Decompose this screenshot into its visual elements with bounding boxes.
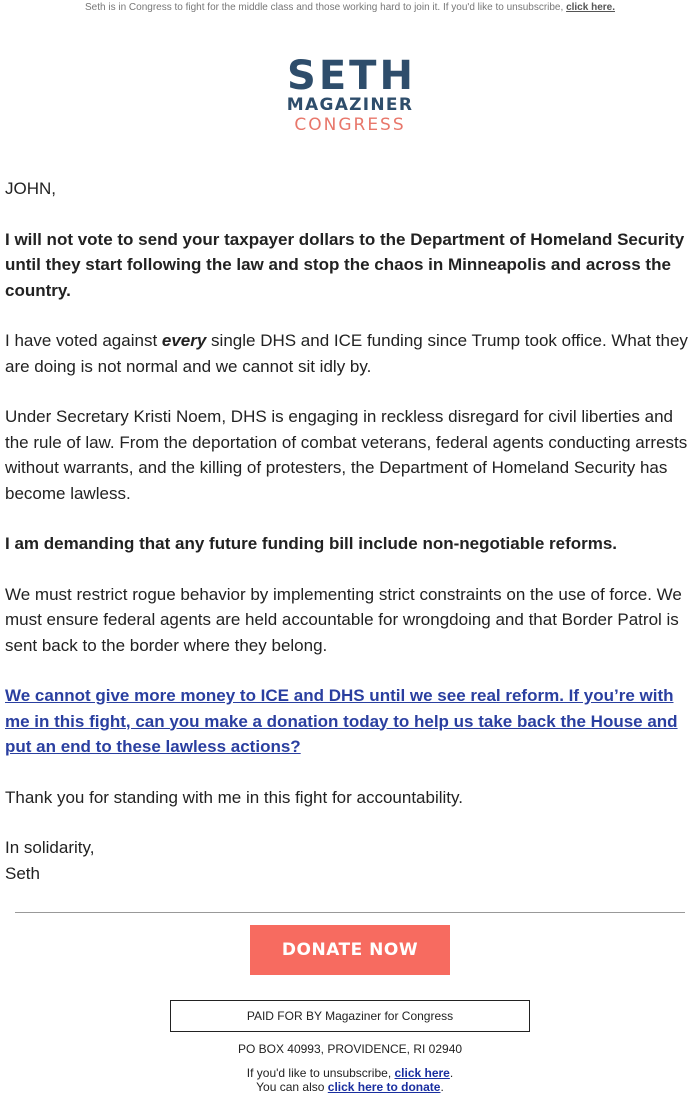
paragraph-dhs-noem: Under Secretary Kristi Noem, DHS is engaging in reckless disregard for civil liberties and the rule of law. From the deportation of combat veterans, federal agents conducting arrests without warrants, and the killing of protesters, the Department of Homeland Security has become lawless. xyxy=(5,407,688,503)
divider xyxy=(15,912,685,913)
paragraph-cta xyxy=(5,683,695,760)
donate-suffix: . xyxy=(440,1080,444,1094)
footer-unsubscribe-line xyxy=(0,1066,700,1080)
mailing-address: PO BOX 40993, PROVIDENCE, RI 02940 xyxy=(237,1042,463,1056)
donate-prefix: You can also xyxy=(256,1080,328,1094)
unsubscribe-prefix: If you'd like to unsubscribe, xyxy=(246,1066,395,1080)
signoff: In solidarity, xyxy=(5,838,95,857)
paragraph-thanks: Thank you for standing with me in this fight for accountability. xyxy=(5,787,463,807)
paragraph-reforms: We must restrict rogue behavior by implementing strict constraints on the use of force. We must ensure federal agents are held accountable for wrongdoing and that Border Patrol is sent back to the border where they belong. xyxy=(5,584,682,655)
paid-for-disclaimer: PAID FOR BY Magaziner for Congress xyxy=(170,1000,530,1032)
footer-links xyxy=(0,1066,700,1094)
paragraph-lead: I will not vote to send your taxpayer dollars to the Department of Homeland Security until they start following the law and stop the chaos in Minneapolis and across the country. xyxy=(5,229,685,300)
footer-donate-link[interactable]: click here to donate xyxy=(327,1080,441,1094)
preheader-unsubscribe-link[interactable]: click here. xyxy=(566,2,615,13)
paragraph-voting-record-after: single DHS and ICE funding since Trump took office. What they are doing is not normal and we cannot sit idly by. xyxy=(5,331,688,376)
preheader xyxy=(0,0,700,15)
donate-now-button[interactable]: DONATE NOW xyxy=(250,925,450,975)
signature: Seth xyxy=(5,863,40,883)
footer-donate-line xyxy=(0,1080,700,1094)
signoff-block xyxy=(5,835,695,886)
greeting: JOHN, xyxy=(5,179,56,198)
paragraph-voting-record-before: I have voted against xyxy=(5,331,162,350)
paragraph-voting-record xyxy=(5,328,695,379)
logo-line-magaziner: MAGAZINER xyxy=(286,95,414,115)
logo-wordmark xyxy=(284,53,416,135)
emphasis-every: every xyxy=(161,331,207,350)
logo xyxy=(0,53,700,135)
donation-cta-link[interactable]: We cannot give more money to ICE and DHS until we see real reform. If you’re with me in this fight, can you make a donation today to help us take back the House and put an end to these lawless actions? xyxy=(5,686,678,756)
logo-line-congress: CONGRESS xyxy=(294,115,406,135)
logo-line-seth: SETH xyxy=(287,53,416,99)
preheader-text: Seth is in Congress to fight for the middle class and those working hard to join it. If you'd like to unsubscribe, xyxy=(85,2,567,13)
unsubscribe-suffix: . xyxy=(449,1066,454,1080)
paragraph-demand: I am demanding that any future funding bill include non-negotiable reforms. xyxy=(5,534,618,553)
email-body xyxy=(5,176,695,886)
footer-unsubscribe-link[interactable]: click here xyxy=(394,1066,450,1080)
